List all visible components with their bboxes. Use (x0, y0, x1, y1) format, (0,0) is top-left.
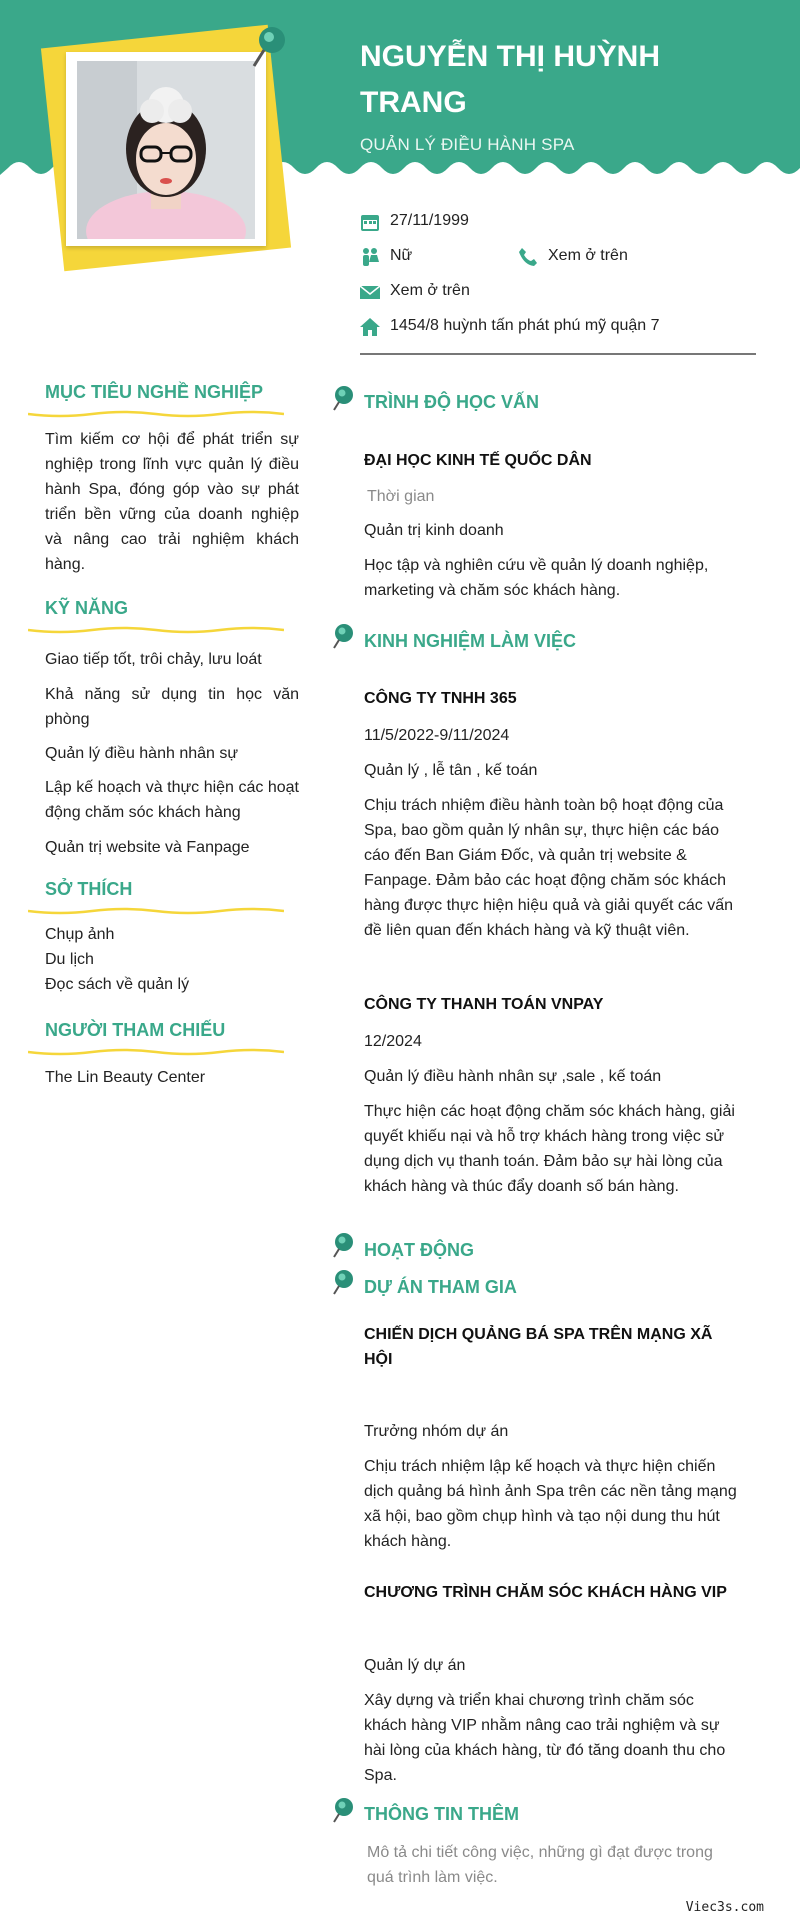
birthday-row (360, 212, 560, 234)
email-row (360, 282, 560, 304)
objective-text: Tìm kiếm cơ hội để phát triển sự nghiệp trong lĩnh vực quản lý điều hành Spa, đóng góp vào sự phát triển bền vững của doanh nghiệp và nâng cao trải nghiệm khách hàng. (45, 431, 299, 573)
projects-title: DỰ ÁN THAM GIA (364, 1277, 517, 1297)
phone-value: Xem ở trên (548, 247, 628, 264)
references-text: The Lin Beauty Center (45, 1069, 206, 1086)
references-underline (28, 1046, 284, 1058)
pin-icon (250, 24, 290, 70)
pin-icon (330, 384, 358, 412)
avatar (77, 61, 255, 239)
skill-item: Khả năng sử dụng tin học văn phòng (45, 686, 299, 728)
activities-title: HOẠT ĐỘNG (364, 1240, 474, 1260)
pin-icon (330, 1231, 358, 1259)
experience-title: KINH NGHIỆM LÀM VIỆC (364, 631, 577, 651)
hobbies-underline (28, 905, 284, 917)
pin-icon (330, 1268, 358, 1296)
job-description: Thực hiện các hoạt động chăm sóc khách hàng, giải quyết khiếu nại và hỗ trợ khách hàng trong việc sử dụng dịch vụ thanh toán. Đảm bảo sự hài lòng của khách hàng và thúc đẩy doanh số bán hàng. (364, 1103, 735, 1195)
email-value: Xem ở trên (390, 282, 470, 299)
job-role: Quản lý điều hành nhân sự ,sale , kế toán (364, 1068, 662, 1085)
job-description: Chịu trách nhiệm điều hành toàn bộ hoạt động của Spa, bao gồm quản lý nhân sự, thực hiện các báo cáo đến Ban Giám Đốc, và quản trị website & Fanpage. Đảm bảo các hoạt động chăm sóc khách hàng được thực hiện hiệu quả và giải quyết các vấn đề liên quan đến khách hàng và kỹ thuật viên. (364, 797, 734, 939)
project-name: CHIẾN DỊCH QUẢNG BÁ SPA TRÊN MẠNG XÃ HỘI (364, 1326, 713, 1368)
additional-title: THÔNG TIN THÊM (364, 1804, 519, 1824)
envelope-icon (360, 282, 380, 302)
gender-value: Nữ (390, 247, 413, 264)
skills-title: KỸ NĂNG (45, 598, 129, 618)
project-role: Trưởng nhóm dự án (364, 1423, 509, 1440)
hobbies-title: SỞ THÍCH (45, 879, 133, 899)
company-name: CÔNG TY TNHH 365 (364, 690, 517, 707)
skill-item: Quản trị website và Fanpage (45, 839, 250, 856)
company-name: CÔNG TY THANH TOÁN VNPAY (364, 996, 604, 1013)
address-row (360, 317, 760, 339)
additional-text: Mô tả chi tiết công việc, những gì đạt được trong quá trình làm việc. (367, 1844, 713, 1886)
school-name: ĐẠI HỌC KINH TẾ QUỐC DÂN (364, 452, 592, 469)
candidate-name: NGUYỄN THỊ HUỲNH TRANG (360, 40, 661, 119)
project-description: Chịu trách nhiệm lập kế hoạch và thực hiện chiến dịch quảng bá hình ảnh Spa trên các nền tảng mạng xã hội, bao gồm chụp hình và tạo nội dung thu hút khách hàng. (364, 1458, 737, 1550)
gender-row (360, 247, 510, 269)
job-role: Quản lý , lễ tân , kế toán (364, 762, 538, 779)
skill-item: Giao tiếp tốt, trôi chảy, lưu loát (45, 651, 262, 668)
project-name: CHƯƠNG TRÌNH CHĂM SÓC KHÁCH HÀNG VIP (364, 1584, 727, 1601)
gender-icon (360, 247, 380, 267)
skill-item: Quản lý điều hành nhân sự (45, 745, 239, 762)
education-description: Học tập và nghiên cứu về quản lý doanh nghiệp, marketing và chăm sóc khách hàng. (364, 557, 709, 599)
pin-icon (330, 1796, 358, 1824)
hobby-item: Du lịch (45, 951, 94, 968)
project-description: Xây dựng và triển khai chương trình chăm sóc khách hàng VIP nhằm nâng cao trải nghiệm và sự hài lòng của khách hàng, từ đó tăng doanh thu cho Spa. (364, 1692, 726, 1784)
calendar-icon (360, 212, 380, 232)
pin-icon (330, 622, 358, 650)
education-time: Thời gian (367, 488, 435, 505)
photo-frame (66, 52, 266, 246)
hobby-item: Đọc sách về quản lý (45, 976, 190, 993)
education-major: Quản trị kinh doanh (364, 522, 504, 539)
skills-underline (28, 624, 284, 636)
references-title: NGƯỜI THAM CHIẾU (45, 1020, 226, 1040)
home-icon (360, 317, 380, 337)
job-period: 11/5/2022-9/11/2024 (364, 727, 510, 744)
hobby-item: Chụp ảnh (45, 926, 115, 943)
objective-title: MỤC TIÊU NGHỀ NGHIỆP (45, 382, 264, 402)
phone-row (518, 247, 718, 269)
job-period: 12/2024 (364, 1033, 422, 1050)
address-value: 1454/8 huỳnh tấn phát phú mỹ quận 7 (390, 317, 660, 334)
watermark: Viec3s.com (685, 1900, 764, 1915)
education-title: TRÌNH ĐỘ HỌC VẤN (364, 392, 539, 412)
contact-divider (360, 353, 756, 355)
birthday-value: 27/11/1999 (390, 212, 469, 229)
job-title: QUẢN LÝ ĐIỀU HÀNH SPA (360, 135, 575, 154)
phone-icon (518, 247, 538, 267)
skill-item: Lập kế hoạch và thực hiện các hoạt động chăm sóc khách hàng (45, 779, 299, 821)
objective-underline (28, 408, 284, 420)
project-role: Quản lý dự án (364, 1657, 466, 1674)
